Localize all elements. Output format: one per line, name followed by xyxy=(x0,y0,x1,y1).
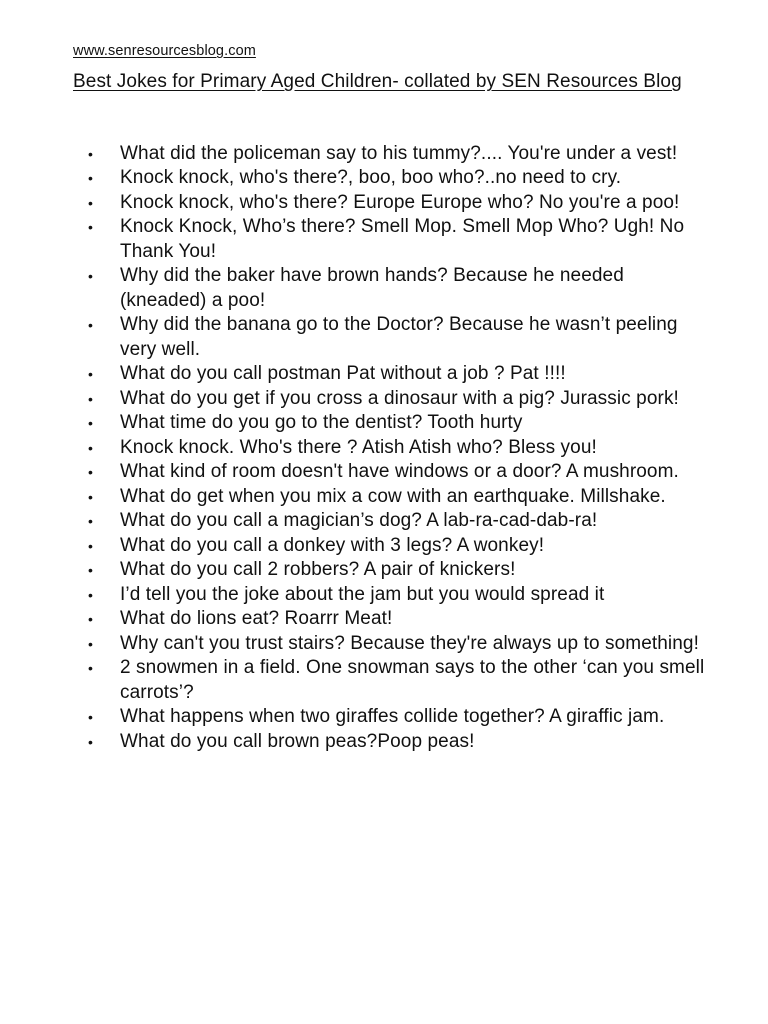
joke-text: Why did the baker have brown hands? Because he needed (kneaded) a poo! xyxy=(120,265,624,311)
joke-item xyxy=(0,362,768,387)
bullet-icon: • xyxy=(88,170,94,186)
joke-item xyxy=(0,264,768,313)
joke-text: Knock Knock, Who’s there? Smell Mop. Smell Mop Who? Ugh! No Thank You! xyxy=(120,216,685,262)
joke-item xyxy=(0,656,768,705)
joke-text: What do you call 2 robbers? A pair of knickers! xyxy=(120,559,516,580)
joke-item xyxy=(0,558,768,583)
joke-text: Knock knock, who's there?, boo, boo who?..no need to cry. xyxy=(120,167,622,188)
joke-text: What do you call postman Pat without a job ? Pat !!!! xyxy=(120,363,566,384)
bullet-icon: • xyxy=(88,537,94,554)
bullet-icon: • xyxy=(88,586,94,603)
joke-item xyxy=(0,509,768,534)
joke-item xyxy=(0,313,768,362)
joke-text: Why can't you trust stairs? Because they're always up to something! xyxy=(120,632,699,654)
joke-text: What do you get if you cross a dinosaur with a pig? Jurassic pork! xyxy=(120,387,679,409)
joke-item xyxy=(0,191,768,216)
joke-item xyxy=(0,215,768,264)
bullet-icon: • xyxy=(88,660,94,676)
bullet-icon: • xyxy=(88,415,94,431)
joke-item xyxy=(0,705,768,730)
joke-text: What kind of room doesn't have windows or a door? A mushroom. xyxy=(120,461,679,482)
bullet-icon: • xyxy=(88,464,94,480)
bullet-icon: • xyxy=(88,390,94,407)
joke-item xyxy=(0,460,768,485)
bullet-icon: • xyxy=(88,635,94,652)
joke-item xyxy=(0,485,768,510)
joke-item xyxy=(0,730,768,755)
joke-text: Knock knock. Who's there ? Atish Atish who? Bless you! xyxy=(120,436,597,458)
joke-text: What happens when two giraffes collide together? A giraffic jam. xyxy=(120,706,665,727)
joke-text: What do get when you mix a cow with an earthquake. Millshake. xyxy=(120,485,666,507)
joke-text: What do you call a magician’s dog? A lab-ra-cad-dab-ra! xyxy=(120,510,598,531)
joke-list xyxy=(0,142,768,755)
document-title: Best Jokes for Primary Aged Children- collated by SEN Resources Blog xyxy=(73,71,682,92)
joke-item xyxy=(0,142,768,167)
joke-item xyxy=(0,607,768,632)
joke-item xyxy=(0,534,768,559)
bullet-icon: • xyxy=(88,611,94,627)
site-url-link[interactable]: www.senresourcesblog.com xyxy=(73,43,256,59)
joke-text: Knock knock, who's there? Europe Europe who? No you're a poo! xyxy=(120,191,680,213)
joke-text: What do lions eat? Roarrr Meat! xyxy=(120,608,393,629)
bullet-icon: • xyxy=(88,366,94,382)
joke-item xyxy=(0,387,768,412)
bullet-icon: • xyxy=(88,219,94,235)
joke-item xyxy=(0,436,768,461)
joke-item xyxy=(0,632,768,657)
bullet-icon: • xyxy=(88,268,94,284)
bullet-icon: • xyxy=(88,488,94,505)
bullet-icon: • xyxy=(88,562,94,578)
bullet-icon: • xyxy=(88,439,94,456)
joke-text: 2 snowmen in a field. One snowman says to the other ‘can you smell carrots’? xyxy=(120,657,705,703)
bullet-icon: • xyxy=(88,194,94,211)
bullet-icon: • xyxy=(88,733,94,750)
joke-text: What did the policeman say to his tummy?.... You're under a vest! xyxy=(120,142,678,164)
bullet-icon: • xyxy=(88,145,94,162)
bullet-icon: • xyxy=(88,317,94,333)
joke-text: Why did the banana go to the Doctor? Because he wasn’t peeling very well. xyxy=(120,314,678,360)
joke-item xyxy=(0,411,768,436)
bullet-icon: • xyxy=(88,709,94,725)
joke-item xyxy=(0,583,768,608)
joke-text: What do you call a donkey with 3 legs? A wonkey! xyxy=(120,534,545,556)
joke-text: What time do you go to the dentist? Tooth hurty xyxy=(120,412,523,433)
joke-item xyxy=(0,166,768,191)
joke-text: I’d tell you the joke about the jam but you would spread it xyxy=(120,583,605,605)
bullet-icon: • xyxy=(88,513,94,529)
joke-text: What do you call brown peas?Poop peas! xyxy=(120,730,475,752)
